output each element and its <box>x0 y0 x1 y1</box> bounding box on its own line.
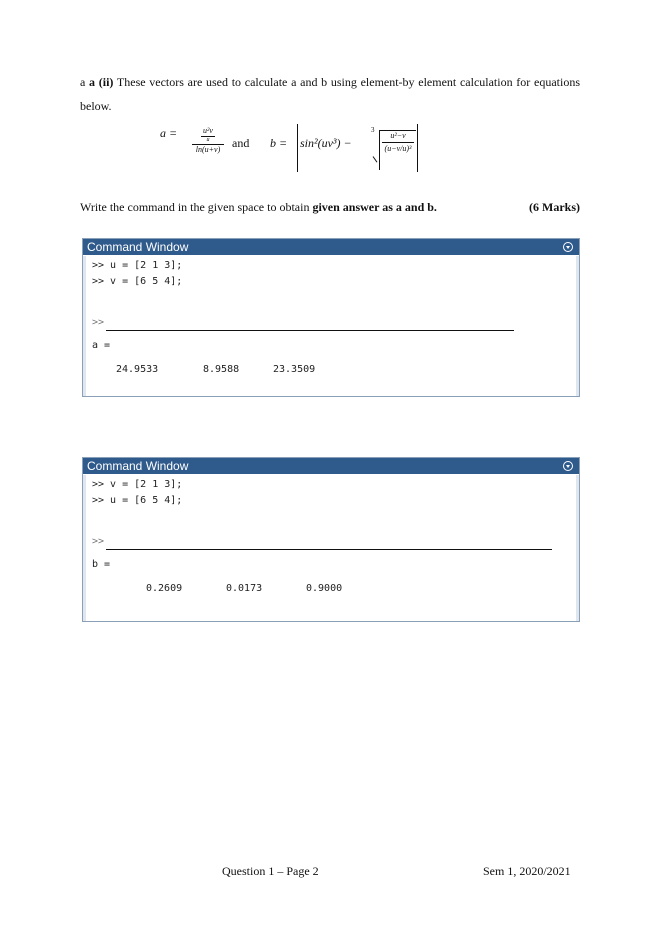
command-window-title: Command Window <box>87 240 189 254</box>
command-window-a <box>82 238 580 397</box>
eq-a-lhs: a = <box>160 126 178 140</box>
result-value-3: 0.9000 <box>306 583 343 594</box>
result-value-1: 24.9533 <box>116 364 159 375</box>
answer-line <box>106 549 552 550</box>
result-value-1: 0.2609 <box>146 583 183 594</box>
command-window-body[interactable] <box>83 256 579 396</box>
eq-a-num-top: u²v <box>203 126 213 135</box>
eq-and: and <box>232 136 250 150</box>
result-value-2: 8.9588 <box>203 364 240 375</box>
answer-line <box>106 330 514 331</box>
root-numerator: u²−v <box>390 131 406 140</box>
command-line-2: >> v = [6 5 4]; <box>92 276 183 287</box>
abs-bar-left <box>297 124 298 172</box>
command-line-1: >> v = [2 1 3]; <box>92 479 183 490</box>
result-value-3: 23.3509 <box>273 364 316 375</box>
eq-b-sin: sin²(uv³) − <box>300 136 352 150</box>
question-part-label: a a (ii) <box>80 75 114 89</box>
command-prompt: >> <box>92 536 105 547</box>
command-window-titlebar <box>83 458 579 474</box>
result-label: b = <box>92 559 111 570</box>
command-line-2: >> u = [6 5 4]; <box>92 495 183 506</box>
dropdown-menu-icon[interactable] <box>563 242 573 252</box>
question-intro <box>80 70 580 118</box>
instruction-prefix: Write the command in the given space to obtain <box>80 200 313 214</box>
equations <box>150 120 450 175</box>
eq-a-den: ln(u+v) <box>195 145 221 154</box>
footer-semester: Sem 1, 2020/2021 <box>483 864 571 878</box>
question-intro-text: These vectors are used to calculate a and b using element-by element calculation for equations below. <box>80 75 580 113</box>
abs-bar-right <box>417 124 418 172</box>
eq-b-lhs: b = <box>270 136 288 150</box>
cube-root <box>368 124 416 170</box>
dropdown-menu-icon[interactable] <box>563 461 573 471</box>
command-window-title: Command Window <box>87 459 189 473</box>
command-prompt: >> <box>92 317 105 328</box>
footer-page: Question 1 – Page 2 <box>222 864 319 878</box>
command-window-b <box>82 457 580 622</box>
root-index: 3 <box>371 126 375 134</box>
instruction <box>80 200 580 215</box>
instruction-bold: given answer as a and b. <box>312 200 437 214</box>
result-value-2: 0.0173 <box>226 583 263 594</box>
command-line-1: >> u = [2 1 3]; <box>92 260 183 271</box>
eq-a-num-bottom: u <box>206 137 210 143</box>
marks-label: (6 Marks) <box>529 200 580 214</box>
command-window-titlebar <box>83 239 579 255</box>
root-denominator: (u−v/u)³ <box>384 144 412 153</box>
eq-a-fraction <box>192 126 224 155</box>
result-label: a = <box>92 340 111 351</box>
command-window-body[interactable] <box>83 475 579 621</box>
